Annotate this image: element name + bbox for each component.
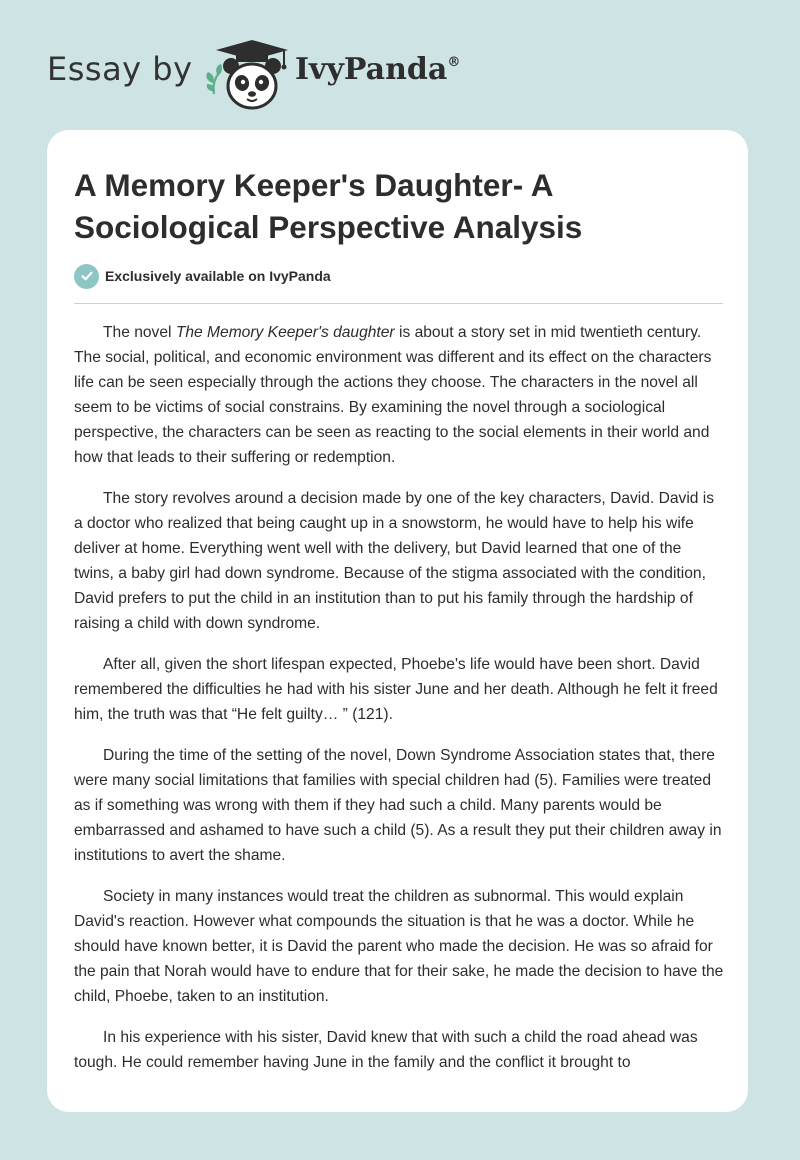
paragraph-text: is about a story set in mid twentieth century. The social, political, and economic environment was different and its effect on the characters life can be seen especially through the actions they choose. The characters in the novel all seem to be victims of social constrains. By examining the novel through a sociological perspective, the characters can be seen as reacting to the social elements in their world and how that leads to their suffering or redemption. [74, 324, 712, 466]
badge-label: Exclusively available on IvyPanda [105, 268, 331, 284]
paragraph: In his experience with his sister, David knew that with such a child the road ahead was tough. He could remember having June in the family and the conflict it brought to [74, 1029, 698, 1071]
paragraph: During the time of the setting of the novel, Down Syndrome Association states that, there were many social limitations that families with special children had (5). Families were treated as if something was wrong with them if they had such a child. Many parents would be embarrassed and ashamed to have such a child (5). As a result they put their children away in institutions to avert the shame. [74, 747, 722, 864]
divider [74, 303, 723, 304]
paragraph: The story revolves around a decision made by one of the key characters, David. David is a doctor who realized that being caught up in a snowstorm, he would have to help his wife deliver at home. Everything went well with the delivery, but David learned that one of the twins, a baby girl had down syndrome. Because of the stigma associated with the condition, David prefers to put the child in an institution than to put his family through the hardship of raising a child with down syndrome. [74, 490, 715, 632]
paragraph-text: The novel [103, 324, 176, 341]
paragraph [74, 320, 724, 470]
paragraph: After all, given the short lifespan expected, Phoebe's life would have been short. David remembered the difficulties he had with his sister June and her death. Although he felt it freed him, the truth was that “He felt guilty… ” (121). [74, 656, 718, 723]
check-icon [74, 264, 99, 289]
registered-mark: ® [447, 55, 461, 70]
essay-body [74, 320, 724, 1075]
panda-graduate-logo-icon[interactable] [200, 36, 292, 112]
essay-title: A Memory Keeper's Daughter- A Sociological Perspective Analysis [74, 167, 583, 245]
brand-name-text: IvyPanda [295, 52, 448, 87]
essay-card [47, 130, 748, 1112]
site-header [0, 0, 800, 130]
exclusive-badge [74, 263, 331, 289]
brand-prefix: Essay by [47, 50, 193, 88]
book-title: The Memory Keeper's daughter [175, 324, 395, 341]
paragraph: Society in many instances would treat the children as subnormal. This would explain David's reaction. However what compounds the situation is that he was a doctor. While he should have known better, it is David the parent who made the decision. He was so afraid for the pain that Norah would have to endure that for their sake, he made the decision to have the child, Phoebe, taken to an institution. [74, 888, 724, 1005]
brand-name[interactable] [295, 52, 460, 87]
